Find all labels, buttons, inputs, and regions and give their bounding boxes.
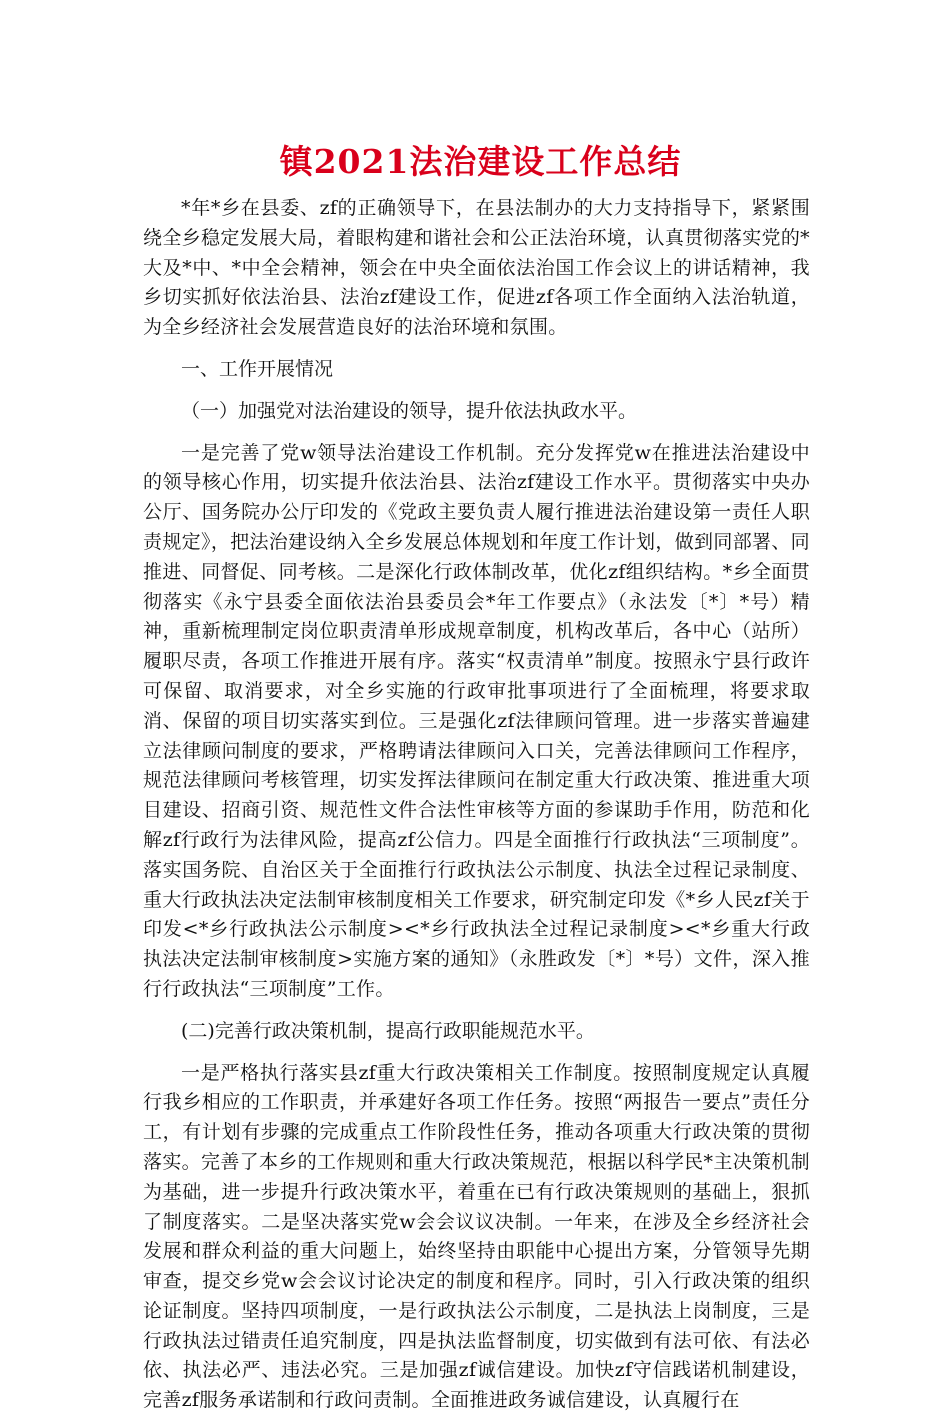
intro-paragraph: *年*乡在县委、zf的正确领导下，在县法制办的大力支持指导下，紧紧围绕全乡稳定发展大局，着眼构建和谐社会和公正法治环境，认真贯彻落实党的*大及*中、*中全会精神，领会在中央全面依法治国工作会议上的讲话精神，我乡切实抓好依法治县、法治zf建设工作，促进zf各项工作全面纳入法治轨道，为全乡经济社会发展营造良好的法治环境和氛围。 xyxy=(143,197,810,339)
section-heading-work-status: 一、工作开展情况 xyxy=(181,357,334,380)
subsection-heading-decision-mechanism: (二)完善行政决策机制，提高行政职能规范水平。 xyxy=(181,1019,595,1042)
body-paragraph-party-leadership: 一是完善了党w领导法治建设工作机制。充分发挥党w在推进法治建设中的领导核心作用，切实提升依法治县、法治zf建设工作水平。贯彻落实中央办公厅、国务院办公厅印发的《党政主要负责人履行推进法治建设第一责任人职责规定》，把法治建设纳入全乡发展总体规划和年度工作计划，做到同部署、同推进、同督促、同考核。二是深化行政体制改革，优化zf组织结构。*乡全面贯彻落实《永宁县委全面依法治县委员会*年工作要点》（永法发〔*〕*号）精神，重新梳理制定岗位职责清单形成规章制度，机构改革后，各中心（站所）履职尽责，各项工作推进开展有序。落实“权责清单”制度。按照永宁县行政许可保留、取消要求，对全乡实施的行政审批事项进行了全面梳理，将要求取消、保留的项目切实落实到位。三是强化zf法律顾问管理。进一步落实普遍建立法律顾问制度的要求，严格聘请法律顾问入口关，完善法律顾问工作程序，规范法律顾问考核管理，切实发挥法律顾问在制定重大行政决策、推进重大项目建设、招商引资、规范性文件合法性审核等方面的参谋助手作用，防范和化解zf行政行为法律风险，提高zf公信力。四是全面推行行政执法“三项制度”。落实国务院、自治区关于全面推行行政执法公示制度、执法全过程记录制度、重大行政执法决定法制审核制度相关工作要求，研究制定印发《*乡人民zf关于印发<*乡行政执法公示制度><*乡行政执法全过程记录制度><*乡重大行政执法决定法制审核制度>实施方案的通知》（永胜政发〔*〕*号）文件，深入推行行政执法“三项制度”工作。 xyxy=(143,441,810,1000)
body-paragraph-decision-mechanism: 一是严格执行落实县zf重大行政决策相关工作制度。按照制度规定认真履行我乡相应的工作职责，并承建好各项工作任务。按照“两报告一要点”责任分工，有计划有步骤的完成重点工作阶段性任务，推动各项重大行政决策的贯彻落实。完善了本乡的工作规则和重大行政决策规范，根据以科学民*主决策机制为基础，进一步提升行政决策水平，着重在已有行政决策规则的基础上，狠抓了制度落实。二是坚决落实党w会会议议决制。一年来，在涉及全乡经济社会发展和群众利益的重大问题上，始终坚持由职能中心提出方案，分管领导先期审查，提交乡党w会会议讨论决定的制度和程序。同时，引入行政决策的组织论证制度。坚持四项制度，一是行政执法公示制度，二是执法上岗制度，三是行政执法过错责任追究制度，四是执法监督制度，切实做到有法可依、有法必依、执法必严、违法必究。三是加强zf诚信建设。加快zf守信践诺机制建设，完善zf服务承诺制和行政问责制。全面推进政务诚信建设，认真履行在 xyxy=(143,1061,810,1412)
document-title: 镇2021法治建设工作总结 xyxy=(279,142,682,181)
subsection-heading-party-leadership: （一）加强党对法治建设的领导，提升依法执政水平。 xyxy=(181,399,638,422)
